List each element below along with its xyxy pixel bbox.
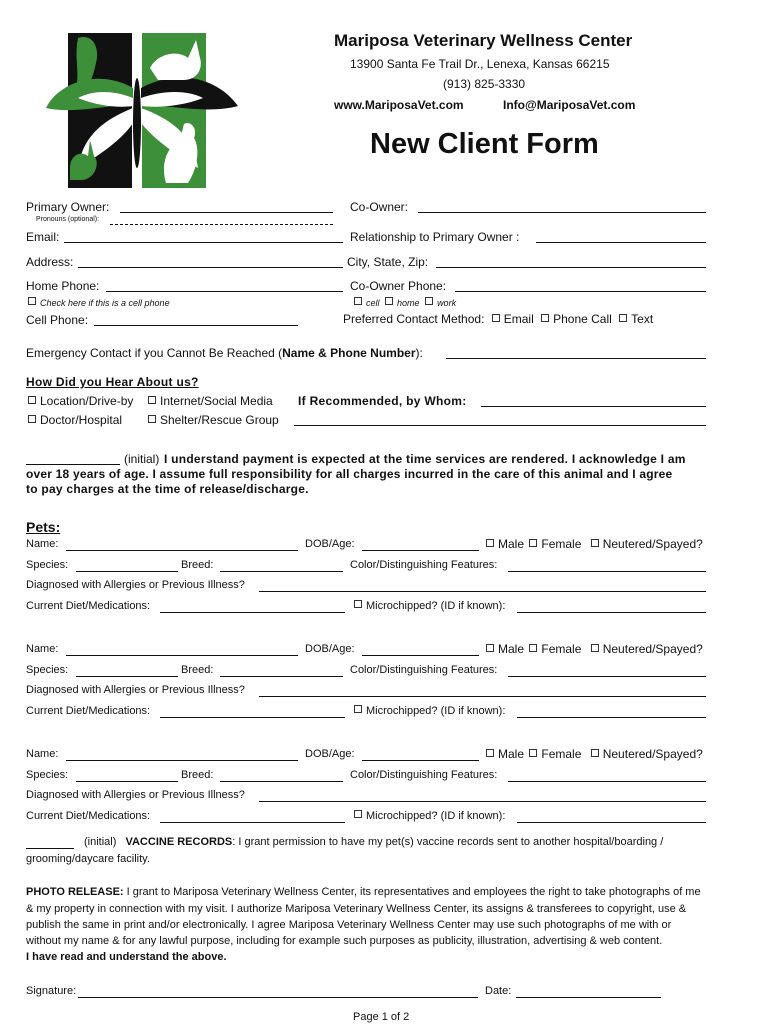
- shelter-checkbox[interactable]: [148, 415, 156, 423]
- pet-1-name-label: Name:: [26, 538, 59, 550]
- pet-3-male-label: Male: [498, 747, 525, 761]
- pet-1-name-field[interactable]: [66, 550, 298, 551]
- contact-text-label: Text: [631, 312, 654, 326]
- pet-1-color-field[interactable]: [508, 571, 706, 572]
- pet-1-microchip-field[interactable]: [517, 612, 706, 613]
- pet-3-microchip-option: [354, 810, 505, 822]
- co-owner-field[interactable]: [418, 212, 706, 213]
- emergency-contact-field[interactable]: [446, 358, 706, 359]
- clinic-logo: [38, 28, 243, 193]
- pet-2-allergies-label: Diagnosed with Allergies or Previous Illness?: [26, 684, 245, 696]
- date-field[interactable]: [516, 997, 661, 998]
- pet-2-microchip-option: [354, 705, 505, 717]
- pet-1-dob-label: DOB/Age:: [305, 538, 355, 550]
- pet-3-neutered-checkbox[interactable]: [591, 749, 599, 757]
- pet-1-neutered-checkbox[interactable]: [591, 539, 599, 547]
- address-label: Address:: [26, 255, 74, 269]
- pet-2-neutered-checkbox[interactable]: [591, 644, 599, 652]
- pet-2-dob-label: DOB/Age:: [305, 643, 355, 655]
- primary-owner-field[interactable]: [120, 212, 333, 213]
- pet-1-male-checkbox[interactable]: [486, 539, 494, 547]
- check-cell-option[interactable]: [28, 297, 170, 308]
- photo-line3: publish the same in print and/or electronically. I agree Mariposa Veterinary Wellness Center may use such photographs of me with or: [26, 919, 672, 931]
- referral-shelter-option[interactable]: [148, 413, 279, 427]
- contact-email-label: Email: [503, 312, 534, 326]
- pet-1-microchip-option: [354, 600, 505, 612]
- vaccine-text: : I grant permission to have my pet(s) vaccine records sent to another hospital/boarding /: [232, 836, 664, 848]
- pet-2-neutered-label: Neutered/Spayed?: [602, 642, 703, 656]
- clinic-website: www.MariposaVet.com: [334, 98, 464, 112]
- pet-2-color-label: Color/Distinguishing Features:: [350, 664, 498, 676]
- city-state-zip-label: City, State, Zip:: [347, 255, 429, 269]
- pet-3-species-label: Species:: [26, 769, 69, 781]
- co-owner-label: Co-Owner:: [350, 200, 409, 214]
- address-field[interactable]: [78, 267, 343, 268]
- pet-2-name-field[interactable]: [66, 655, 298, 656]
- vaccine-bold: VACCINE RECORDS: [125, 836, 233, 848]
- payment-text-line1: I understand payment is expected at the time services are rendered. I acknowledge I am: [164, 452, 686, 466]
- page-number: Page 1 of 2: [353, 1011, 410, 1023]
- pet-1-female-label: Female: [541, 537, 582, 551]
- photo-line2: & my property in connection with my visit. I authorize Mariposa Veterinary Wellness Center, its assigns & transferees to copyright, use &: [26, 903, 687, 915]
- pet-3-color-label: Color/Distinguishing Features:: [350, 769, 498, 781]
- emergency-bold: Name & Phone Number: [282, 346, 416, 360]
- pet-2-species-field[interactable]: [76, 676, 178, 677]
- pet-3-name-field[interactable]: [66, 760, 298, 761]
- referral-internet-option[interactable]: [148, 394, 273, 408]
- primary-owner-label: Primary Owner:: [26, 200, 110, 214]
- pet-1-dob-field[interactable]: [362, 550, 479, 551]
- vaccine-initial-label: (initial): [84, 836, 117, 848]
- co-owner-phone-field[interactable]: [455, 291, 706, 292]
- cell-checkbox[interactable]: [354, 297, 362, 305]
- relationship-field[interactable]: [536, 242, 706, 243]
- home-label: home: [397, 298, 420, 308]
- pets-heading: Pets:: [26, 519, 61, 535]
- pet-2-diet-label: Current Diet/Medications:: [26, 705, 151, 717]
- pet-2-name-label: Name:: [26, 643, 59, 655]
- pet-2-female-checkbox[interactable]: [529, 644, 537, 652]
- pet-2-dob-field[interactable]: [362, 655, 479, 656]
- pet-3-allergies-field[interactable]: [259, 801, 706, 802]
- co-owner-phone-label: Co-Owner Phone:: [350, 279, 447, 293]
- internet-checkbox[interactable]: [148, 396, 156, 404]
- pet-3-species-field[interactable]: [76, 781, 178, 782]
- cell-label: cell: [366, 298, 380, 308]
- pet-3-breed-field[interactable]: [220, 781, 343, 782]
- payment-initial-label: (initial): [124, 452, 160, 466]
- referral-heading: How Did you Hear About us?: [26, 375, 199, 389]
- pet-3-color-field[interactable]: [508, 781, 706, 782]
- emergency-contact-label: [26, 346, 423, 360]
- contact-phone-checkbox[interactable]: [541, 314, 549, 322]
- payment-text-line2: over 18 years of age. I assume full responsibility for all charges incurred in the care of this animal and I agree: [26, 467, 673, 481]
- pet-3-breed-label: Breed:: [181, 769, 214, 781]
- location-label: Location/Drive-by: [40, 394, 134, 408]
- pet-1-microchip-checkbox[interactable]: [354, 600, 362, 608]
- pet-2-microchip-label: Microchipped? (ID if known):: [366, 705, 506, 717]
- pet-2-color-field[interactable]: [508, 676, 706, 677]
- pet-3-microchip-label: Microchipped? (ID if known):: [366, 810, 506, 822]
- pet-1-allergies-field[interactable]: [259, 591, 706, 592]
- referral-doctor-option[interactable]: [28, 413, 122, 427]
- pet-2-sex-options: [486, 642, 703, 656]
- home-phone-label: Home Phone:: [26, 279, 100, 293]
- pet-3-sex-options: [486, 747, 703, 761]
- recommended-label: If Recommended, by Whom:: [298, 394, 467, 408]
- preferred-contact-label: Preferred Contact Method:: [343, 312, 485, 326]
- clinic-phone: (913) 825-3330: [443, 77, 526, 91]
- recommended-field[interactable]: [481, 406, 706, 407]
- vaccine-text-line2: grooming/daycare facility.: [26, 853, 150, 865]
- pet-3-neutered-label: Neutered/Spayed?: [602, 747, 703, 761]
- pet-3-microchip-checkbox[interactable]: [354, 810, 362, 818]
- pet-1-diet-label: Current Diet/Medications:: [26, 600, 151, 612]
- pet-2-female-label: Female: [541, 642, 582, 656]
- pet-1-male-label: Male: [498, 537, 525, 551]
- work-label: work: [437, 298, 457, 308]
- email-field[interactable]: [64, 242, 343, 243]
- pronouns-label: Pronouns (optional):: [36, 216, 100, 223]
- date-label: Date:: [485, 985, 512, 997]
- pet-3-name-label: Name:: [26, 748, 59, 760]
- home-checkbox[interactable]: [385, 297, 393, 305]
- clinic-name: Mariposa Veterinary Wellness Center: [334, 31, 633, 50]
- shelter-label: Shelter/Rescue Group: [160, 413, 279, 427]
- photo-line5: I have read and understand the above.: [26, 951, 227, 963]
- pet-3-allergies-label: Diagnosed with Allergies or Previous Illness?: [26, 789, 245, 801]
- pet-3-dob-label: DOB/Age:: [305, 748, 355, 760]
- pet-1-sex-options: [486, 537, 703, 551]
- photo-line4: without my name & for any lawful purpose, including for example such purposes as publicity, illustration, advertising & web content.: [26, 935, 663, 947]
- internet-label: Internet/Social Media: [160, 394, 273, 408]
- emergency-prefix: Emergency Contact if you Cannot Be Reached (: [26, 346, 283, 360]
- pet-3-microchip-field[interactable]: [517, 822, 706, 823]
- email-label: Email:: [26, 230, 60, 244]
- pet-1-breed-label: Breed:: [181, 559, 214, 571]
- check-cell-label: Check here if this is a cell phone: [40, 298, 170, 308]
- vaccine-text-line1: [84, 836, 663, 848]
- clinic-email: Info@MariposaVet.com: [503, 98, 636, 112]
- photo-line1: [26, 886, 701, 898]
- pet-1-diet-field[interactable]: [160, 612, 345, 613]
- contact-email-checkbox[interactable]: [492, 314, 500, 322]
- pet-1-species-field[interactable]: [76, 571, 178, 572]
- home-phone-field[interactable]: [106, 291, 343, 292]
- pet-1-color-label: Color/Distinguishing Features:: [350, 559, 498, 571]
- form-title: New Client Form: [370, 128, 599, 160]
- pet-2-male-label: Male: [498, 642, 525, 656]
- referral-location-option[interactable]: [28, 394, 133, 408]
- city-state-zip-field[interactable]: [436, 267, 706, 268]
- cell-phone-field[interactable]: [94, 325, 298, 326]
- pronouns-field[interactable]: [110, 224, 333, 225]
- signature-label: Signature:: [26, 985, 77, 997]
- emergency-suffix: ):: [415, 346, 423, 360]
- contact-phone-label: Phone Call: [553, 312, 612, 326]
- pet-2-microchip-checkbox[interactable]: [354, 705, 362, 713]
- pet-1-breed-field[interactable]: [220, 571, 343, 572]
- clinic-address: 13900 Santa Fe Trail Dr., Lenexa, Kansas 66215: [350, 57, 610, 71]
- pet-1-microchip-label: Microchipped? (ID if known):: [366, 600, 506, 612]
- pet-2-microchip-field[interactable]: [517, 717, 706, 718]
- work-checkbox[interactable]: [425, 297, 433, 305]
- check-cell-checkbox[interactable]: [28, 297, 36, 305]
- photo-text-line1: I grant to Mariposa Veterinary Wellness Center, its representatives and employees the right to take photographs of me: [123, 886, 701, 898]
- vaccine-initial-field[interactable]: [26, 848, 74, 849]
- pet-1-species-label: Species:: [26, 559, 69, 571]
- doctor-checkbox[interactable]: [28, 415, 36, 423]
- pet-3-dob-field[interactable]: [362, 760, 479, 761]
- doctor-label: Doctor/Hospital: [40, 413, 123, 427]
- pet-3-female-label: Female: [541, 747, 582, 761]
- pet-2-male-checkbox[interactable]: [486, 644, 494, 652]
- cell-phone-label: Cell Phone:: [26, 313, 89, 327]
- pet-2-species-label: Species:: [26, 664, 69, 676]
- photo-bold: PHOTO RELEASE:: [26, 886, 124, 898]
- shelter-field[interactable]: [294, 425, 706, 426]
- pet-3-male-checkbox[interactable]: [486, 749, 494, 757]
- payment-text-line3: to pay charges at the time of release/discharge.: [26, 482, 309, 496]
- pet-3-female-checkbox[interactable]: [529, 749, 537, 757]
- pet-1-female-checkbox[interactable]: [529, 539, 537, 547]
- pet-2-breed-label: Breed:: [181, 664, 214, 676]
- payment-initial-field[interactable]: [26, 464, 120, 465]
- pet-2-diet-field[interactable]: [160, 717, 345, 718]
- preferred-contact: [343, 312, 653, 326]
- pet-3-diet-label: Current Diet/Medications:: [26, 810, 151, 822]
- contact-text-checkbox[interactable]: [619, 314, 627, 322]
- pet-3-diet-field[interactable]: [160, 822, 345, 823]
- pet-1-allergies-label: Diagnosed with Allergies or Previous Illness?: [26, 579, 245, 591]
- relationship-label: Relationship to Primary Owner :: [350, 230, 520, 244]
- co-owner-phone-type: [354, 297, 456, 308]
- pet-1-neutered-label: Neutered/Spayed?: [602, 537, 703, 551]
- signature-field[interactable]: [78, 997, 478, 998]
- location-checkbox[interactable]: [28, 396, 36, 404]
- pet-2-breed-field[interactable]: [220, 676, 343, 677]
- pet-2-allergies-field[interactable]: [259, 696, 706, 697]
